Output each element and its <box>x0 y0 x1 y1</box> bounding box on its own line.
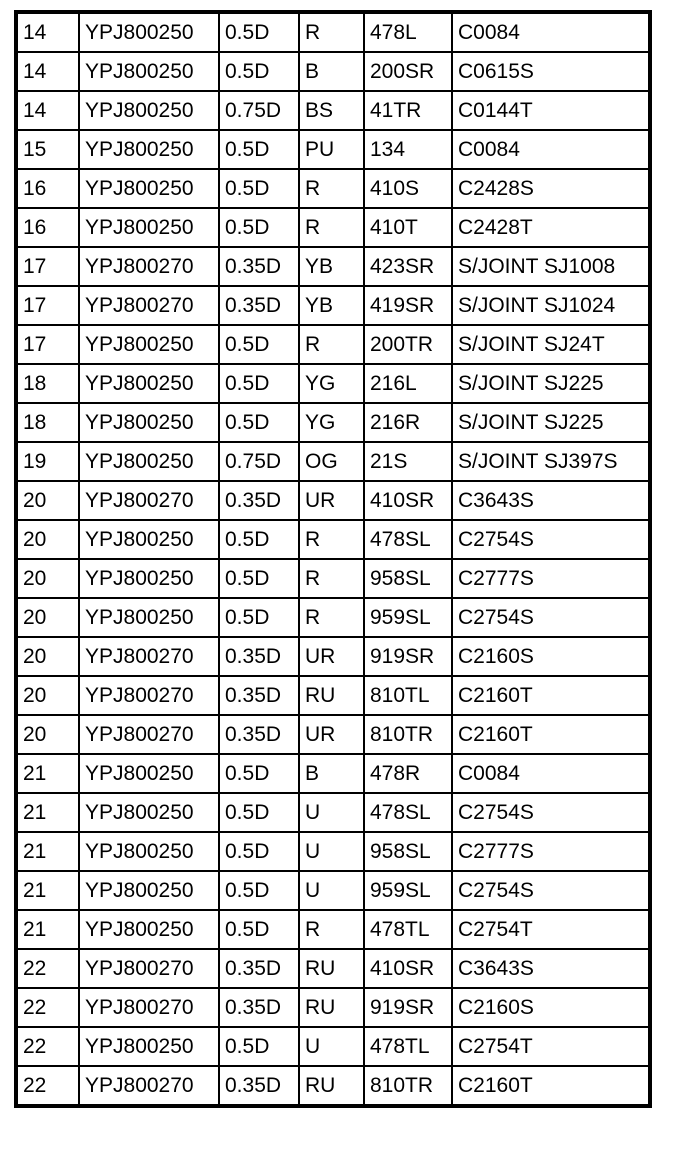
part-number-cell: YPJ800250 <box>79 325 219 364</box>
wire-size-cell: 0.5D <box>219 559 299 598</box>
wire-size-cell: 0.75D <box>219 442 299 481</box>
wire-color-cell: OG <box>299 442 364 481</box>
part-number-cell: YPJ800250 <box>79 1027 219 1066</box>
wire-color-cell: R <box>299 169 364 208</box>
circuit-cell: 20 <box>16 676 79 715</box>
table-row <box>16 130 650 169</box>
part-number-cell: YPJ800270 <box>79 988 219 1027</box>
table-row <box>16 52 650 91</box>
connector-cell: C2160T <box>452 1066 650 1106</box>
terminal-cell: 959SL <box>364 871 452 910</box>
terminal-cell: 478L <box>364 12 452 52</box>
terminal-cell: 478SL <box>364 793 452 832</box>
wire-color-cell: RU <box>299 1066 364 1106</box>
connector-cell: C3643S <box>452 481 650 520</box>
terminal-cell: 410SR <box>364 949 452 988</box>
terminal-cell: 478TL <box>364 1027 452 1066</box>
wire-size-cell: 0.5D <box>219 832 299 871</box>
wire-size-cell: 0.5D <box>219 208 299 247</box>
connector-cell: C0084 <box>452 130 650 169</box>
table-row <box>16 325 650 364</box>
connector-cell: C2754S <box>452 520 650 559</box>
wire-color-cell: R <box>299 12 364 52</box>
wire-color-cell: RU <box>299 949 364 988</box>
table-row <box>16 988 650 1027</box>
circuit-cell: 21 <box>16 832 79 871</box>
circuit-cell: 21 <box>16 871 79 910</box>
connector-cell: C2160T <box>452 676 650 715</box>
terminal-cell: 216L <box>364 364 452 403</box>
terminal-cell: 216R <box>364 403 452 442</box>
part-number-cell: YPJ800250 <box>79 910 219 949</box>
wire-color-cell: RU <box>299 988 364 1027</box>
part-number-cell: YPJ800250 <box>79 832 219 871</box>
circuit-cell: 22 <box>16 1066 79 1106</box>
wire-size-cell: 0.35D <box>219 1066 299 1106</box>
wire-size-cell: 0.5D <box>219 130 299 169</box>
terminal-cell: 810TR <box>364 715 452 754</box>
connector-cell: S/JOINT SJ1008 <box>452 247 650 286</box>
wire-color-cell: R <box>299 208 364 247</box>
table-row <box>16 637 650 676</box>
connector-cell: C0084 <box>452 12 650 52</box>
table-row <box>16 1066 650 1106</box>
wire-color-cell: B <box>299 754 364 793</box>
circuit-cell: 21 <box>16 910 79 949</box>
wire-size-cell: 0.35D <box>219 637 299 676</box>
connector-cell: C0144T <box>452 91 650 130</box>
table-row <box>16 676 650 715</box>
terminal-cell: 478R <box>364 754 452 793</box>
terminal-cell: 810TL <box>364 676 452 715</box>
table-row <box>16 247 650 286</box>
circuit-cell: 20 <box>16 715 79 754</box>
wire-size-cell: 0.35D <box>219 949 299 988</box>
terminal-cell: 134 <box>364 130 452 169</box>
wiring-table <box>14 10 652 1108</box>
table-row <box>16 715 650 754</box>
table-row <box>16 403 650 442</box>
wire-size-cell: 0.5D <box>219 793 299 832</box>
wire-color-cell: R <box>299 325 364 364</box>
table-row <box>16 364 650 403</box>
wire-size-cell: 0.5D <box>219 403 299 442</box>
terminal-cell: 958SL <box>364 832 452 871</box>
circuit-cell: 21 <box>16 754 79 793</box>
connector-cell: S/JOINT SJ24T <box>452 325 650 364</box>
connector-cell: C3643S <box>452 949 650 988</box>
wire-color-cell: U <box>299 793 364 832</box>
wire-color-cell: RU <box>299 676 364 715</box>
wire-size-cell: 0.35D <box>219 988 299 1027</box>
wire-size-cell: 0.5D <box>219 910 299 949</box>
table-row <box>16 754 650 793</box>
wire-color-cell: R <box>299 520 364 559</box>
connector-cell: C2777S <box>452 832 650 871</box>
terminal-cell: 919SR <box>364 988 452 1027</box>
circuit-cell: 14 <box>16 91 79 130</box>
terminal-cell: 410S <box>364 169 452 208</box>
wire-color-cell: UR <box>299 637 364 676</box>
part-number-cell: YPJ800270 <box>79 1066 219 1106</box>
wire-size-cell: 0.35D <box>219 247 299 286</box>
terminal-cell: 423SR <box>364 247 452 286</box>
terminal-cell: 419SR <box>364 286 452 325</box>
table-row <box>16 12 650 52</box>
table-row <box>16 169 650 208</box>
connector-cell: S/JOINT SJ225 <box>452 364 650 403</box>
wire-size-cell: 0.5D <box>219 364 299 403</box>
circuit-cell: 14 <box>16 52 79 91</box>
part-number-cell: YPJ800270 <box>79 481 219 520</box>
terminal-cell: 200SR <box>364 52 452 91</box>
circuit-cell: 22 <box>16 1027 79 1066</box>
terminal-cell: 21S <box>364 442 452 481</box>
wire-color-cell: YG <box>299 364 364 403</box>
wire-color-cell: PU <box>299 130 364 169</box>
circuit-cell: 20 <box>16 598 79 637</box>
table-row <box>16 871 650 910</box>
part-number-cell: YPJ800250 <box>79 130 219 169</box>
part-number-cell: YPJ800250 <box>79 598 219 637</box>
wire-size-cell: 0.35D <box>219 676 299 715</box>
document-page <box>14 10 652 1108</box>
connector-cell: C0615S <box>452 52 650 91</box>
table-row <box>16 949 650 988</box>
terminal-cell: 478SL <box>364 520 452 559</box>
part-number-cell: YPJ800250 <box>79 12 219 52</box>
circuit-cell: 21 <box>16 793 79 832</box>
terminal-cell: 958SL <box>364 559 452 598</box>
table-row <box>16 832 650 871</box>
part-number-cell: YPJ800250 <box>79 559 219 598</box>
terminal-cell: 810TR <box>364 1066 452 1106</box>
connector-cell: C2160S <box>452 637 650 676</box>
terminal-cell: 959SL <box>364 598 452 637</box>
part-number-cell: YPJ800250 <box>79 208 219 247</box>
part-number-cell: YPJ800250 <box>79 793 219 832</box>
wire-color-cell: YB <box>299 247 364 286</box>
terminal-cell: 478TL <box>364 910 452 949</box>
connector-cell: C2754T <box>452 1027 650 1066</box>
table-row <box>16 91 650 130</box>
circuit-cell: 16 <box>16 169 79 208</box>
connector-cell: C2754T <box>452 910 650 949</box>
wire-color-cell: U <box>299 871 364 910</box>
part-number-cell: YPJ800250 <box>79 871 219 910</box>
circuit-cell: 20 <box>16 559 79 598</box>
part-number-cell: YPJ800270 <box>79 676 219 715</box>
terminal-cell: 919SR <box>364 637 452 676</box>
connector-cell: C2428S <box>452 169 650 208</box>
connector-cell: S/JOINT SJ225 <box>452 403 650 442</box>
wire-color-cell: YB <box>299 286 364 325</box>
part-number-cell: YPJ800250 <box>79 364 219 403</box>
table-row <box>16 442 650 481</box>
wire-size-cell: 0.35D <box>219 286 299 325</box>
circuit-cell: 18 <box>16 364 79 403</box>
wire-size-cell: 0.5D <box>219 1027 299 1066</box>
wire-size-cell: 0.5D <box>219 12 299 52</box>
wire-size-cell: 0.5D <box>219 325 299 364</box>
circuit-cell: 17 <box>16 286 79 325</box>
table-row <box>16 910 650 949</box>
part-number-cell: YPJ800250 <box>79 520 219 559</box>
wire-color-cell: U <box>299 832 364 871</box>
wire-size-cell: 0.35D <box>219 715 299 754</box>
part-number-cell: YPJ800250 <box>79 403 219 442</box>
wire-color-cell: UR <box>299 481 364 520</box>
table-row <box>16 208 650 247</box>
wire-color-cell: R <box>299 598 364 637</box>
connector-cell: C0084 <box>452 754 650 793</box>
wire-size-cell: 0.5D <box>219 871 299 910</box>
terminal-cell: 41TR <box>364 91 452 130</box>
circuit-cell: 20 <box>16 481 79 520</box>
table-row <box>16 286 650 325</box>
wire-color-cell: YG <box>299 403 364 442</box>
circuit-cell: 22 <box>16 988 79 1027</box>
connector-cell: C2777S <box>452 559 650 598</box>
circuit-cell: 20 <box>16 637 79 676</box>
part-number-cell: YPJ800270 <box>79 247 219 286</box>
table-row <box>16 559 650 598</box>
wire-color-cell: U <box>299 1027 364 1066</box>
table-row <box>16 1027 650 1066</box>
part-number-cell: YPJ800270 <box>79 715 219 754</box>
part-number-cell: YPJ800250 <box>79 754 219 793</box>
wire-size-cell: 0.5D <box>219 754 299 793</box>
wire-size-cell: 0.5D <box>219 169 299 208</box>
circuit-cell: 16 <box>16 208 79 247</box>
connector-cell: C2160S <box>452 988 650 1027</box>
wire-color-cell: BS <box>299 91 364 130</box>
wire-size-cell: 0.5D <box>219 52 299 91</box>
table-row <box>16 793 650 832</box>
circuit-cell: 19 <box>16 442 79 481</box>
wire-size-cell: 0.75D <box>219 91 299 130</box>
circuit-cell: 14 <box>16 12 79 52</box>
terminal-cell: 200TR <box>364 325 452 364</box>
wire-color-cell: R <box>299 559 364 598</box>
wire-size-cell: 0.5D <box>219 520 299 559</box>
part-number-cell: YPJ800250 <box>79 52 219 91</box>
terminal-cell: 410T <box>364 208 452 247</box>
part-number-cell: YPJ800250 <box>79 442 219 481</box>
table-row <box>16 520 650 559</box>
wire-size-cell: 0.5D <box>219 598 299 637</box>
connector-cell: C2754S <box>452 598 650 637</box>
part-number-cell: YPJ800270 <box>79 637 219 676</box>
wiring-table-body <box>16 12 650 1106</box>
connector-cell: S/JOINT SJ397S <box>452 442 650 481</box>
part-number-cell: YPJ800250 <box>79 91 219 130</box>
table-row <box>16 598 650 637</box>
connector-cell: S/JOINT SJ1024 <box>452 286 650 325</box>
circuit-cell: 15 <box>16 130 79 169</box>
circuit-cell: 20 <box>16 520 79 559</box>
circuit-cell: 17 <box>16 325 79 364</box>
connector-cell: C2428T <box>452 208 650 247</box>
connector-cell: C2160T <box>452 715 650 754</box>
wire-size-cell: 0.35D <box>219 481 299 520</box>
table-row <box>16 481 650 520</box>
connector-cell: C2754S <box>452 871 650 910</box>
circuit-cell: 22 <box>16 949 79 988</box>
terminal-cell: 410SR <box>364 481 452 520</box>
part-number-cell: YPJ800270 <box>79 949 219 988</box>
wire-color-cell: R <box>299 910 364 949</box>
wire-color-cell: B <box>299 52 364 91</box>
connector-cell: C2754S <box>452 793 650 832</box>
circuit-cell: 18 <box>16 403 79 442</box>
wire-color-cell: UR <box>299 715 364 754</box>
part-number-cell: YPJ800250 <box>79 169 219 208</box>
part-number-cell: YPJ800270 <box>79 286 219 325</box>
circuit-cell: 17 <box>16 247 79 286</box>
